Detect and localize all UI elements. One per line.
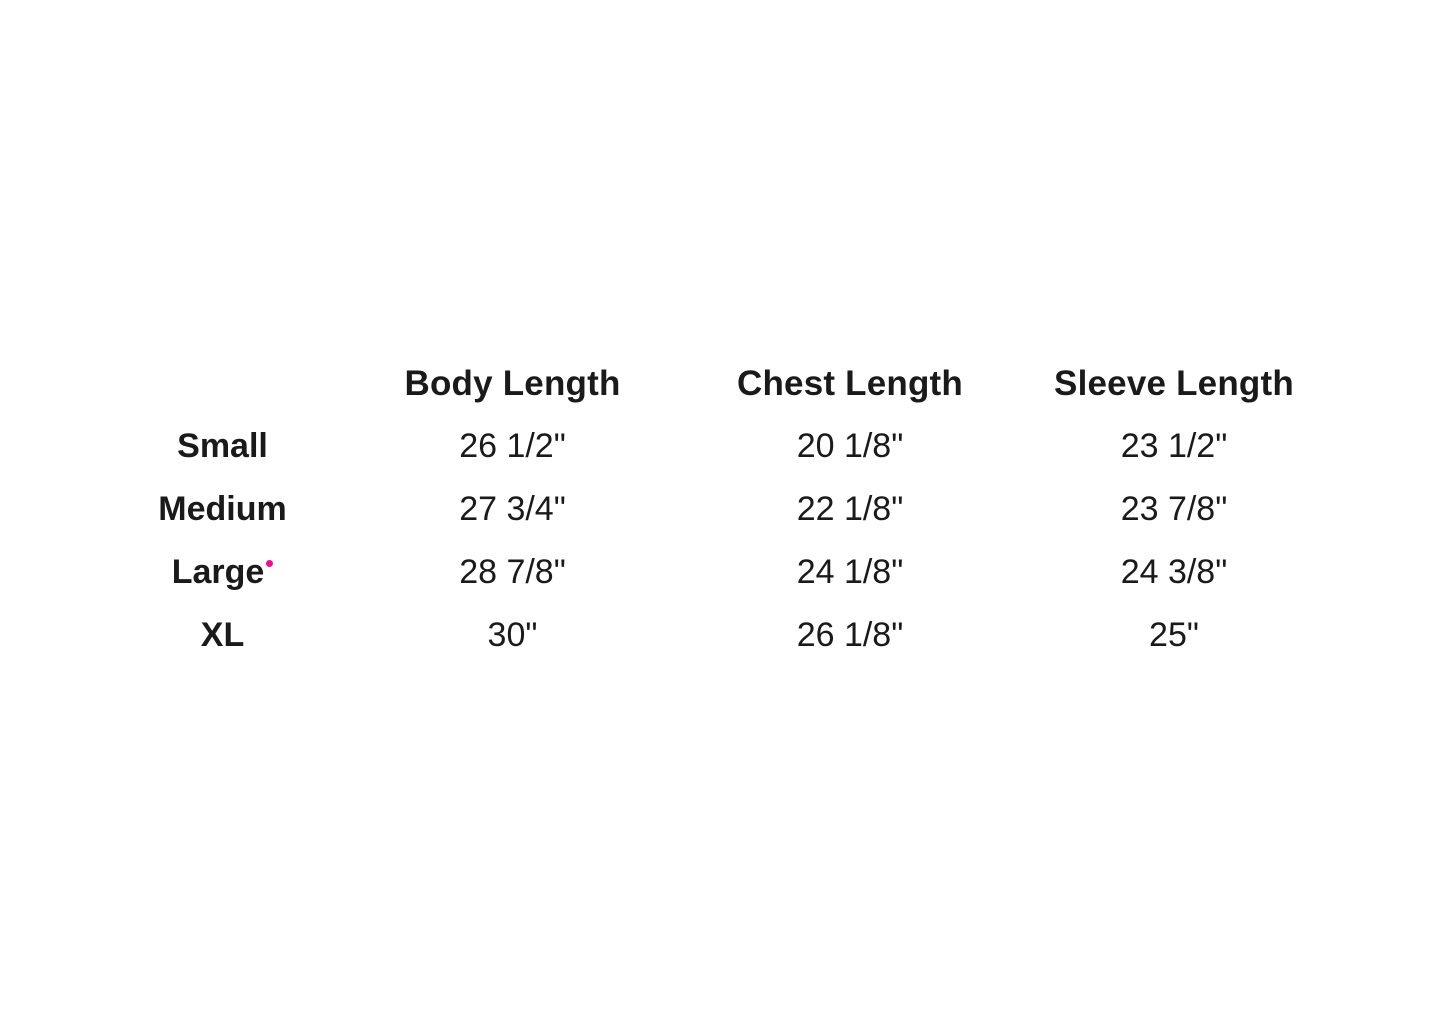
column-header-chest-length: Chest Length [736,363,963,403]
cell-xl-sleeve-length: 25" [1149,616,1199,654]
cell-small-body-length: 26 1/2" [459,427,566,465]
cell-large-chest-length: 24 1/8" [796,553,904,591]
row-header-large [80,541,365,604]
cell-large-body-length: 28 7/8" [459,553,566,591]
cell-xl-body-length: 30" [487,616,538,654]
column-header-body-length: Body Length [404,363,621,403]
cell-large-sleeve-length: 24 3/8" [1120,553,1228,591]
row-header-small: Small [177,427,268,465]
cell-xl-chest-length: 26 1/8" [796,616,904,654]
cell-small-sleeve-length: 23 1/2" [1120,427,1228,465]
size-chart-table [80,352,1308,667]
magenta-dot-artifact [266,560,273,567]
column-header-sleeve-length: Sleeve Length [1054,363,1294,403]
cell-medium-body-length: 27 3/4" [459,490,566,528]
cell-medium-chest-length: 22 1/8" [796,490,904,528]
row-header-xl: XL [200,616,245,654]
corner-empty-cell [80,352,365,415]
row-header-large-label: Large [171,553,265,591]
cell-medium-sleeve-length: 23 7/8" [1120,490,1228,528]
cell-small-chest-length: 20 1/8" [796,427,904,465]
row-header-medium: Medium [158,490,287,528]
